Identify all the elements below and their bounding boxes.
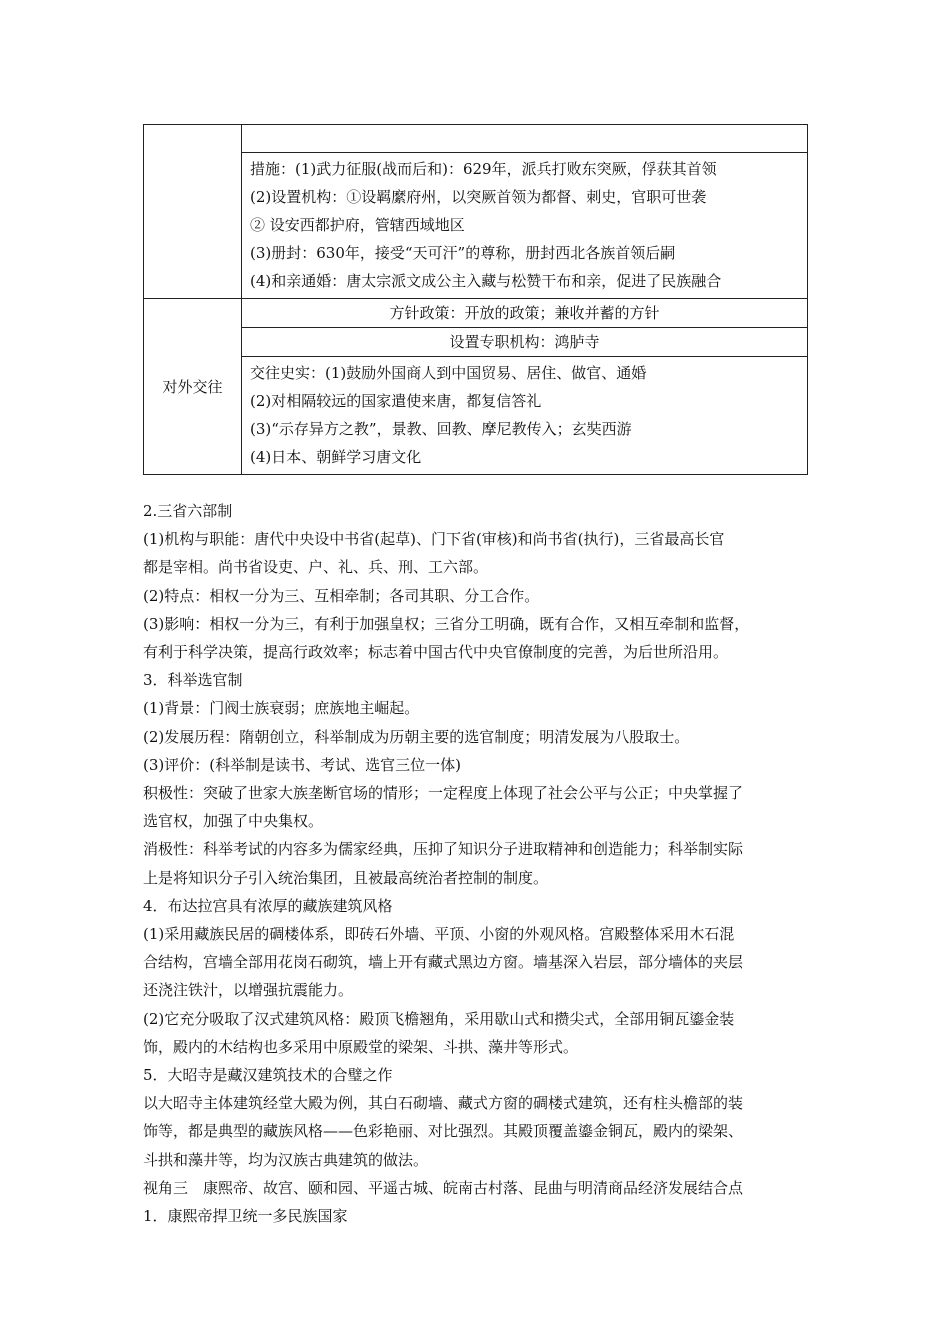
agency-cell: 设置专职机构：鸿胪寺 <box>242 328 808 357</box>
measures-line: ② 设安西都护府，管辖西域地区 <box>250 216 465 234</box>
paragraph-line: 饰，殿内的木结构也多采用中原殿堂的梁架、斗拱、藻井等形式。 <box>143 1037 579 1056</box>
section-heading: 2.三省六部制 <box>143 502 233 520</box>
table-row <box>144 153 808 299</box>
paragraph-line: (2)它充分吸取了汉式建筑风格：殿顶飞檐翘角，采用歇山式和攒尖式，全部用铜瓦鎏金装 <box>143 1009 735 1028</box>
paragraph-line: (3)评价：(科举制是读书、考试、选官三位一体) <box>143 755 461 774</box>
exchanges-cell <box>242 357 808 475</box>
paragraph-line: 选官权，加强了中央集权。 <box>143 812 324 831</box>
measures-line: 措施：(1)武力征服(战而后和)：629年，派兵打败东突厥，俘获其首领 <box>250 160 717 178</box>
paragraph-line: 有利于科学决策，提高行政效率；标志着中国古代中央官僚制度的完善，为后世所沿用。 <box>143 643 729 662</box>
paragraph-line: (1)采用藏族民居的碉楼体系，即砖石外墙、平顶、小窗的外观风格。宫殿整体采用木石混 <box>143 925 735 944</box>
paragraph-line: 上是将知识分子引入统治集团，且被最高统治者控制的制度。 <box>143 868 549 887</box>
section-heading: 3．科举选官制 <box>143 671 243 690</box>
section-heading: 1．康熙帝捍卫统一多民族国家 <box>143 1207 348 1226</box>
exchanges-line: (4)日本、朝鲜学习唐文化 <box>250 448 422 466</box>
exchanges-line: (3)“示存异方之教”，景教、回教、摩尼教传入；玄奘西游 <box>250 420 632 438</box>
summary-table <box>143 124 808 475</box>
measures-line: (4)和亲通婚：唐太宗派文成公主入藏与松赞干布和亲，促进了民族融合 <box>250 272 722 290</box>
section-heading: 4．布达拉宫具有浓厚的藏族建筑风格 <box>143 896 393 915</box>
document-page <box>143 124 808 1230</box>
body-text <box>143 497 823 1230</box>
paragraph-line: 合结构，宫墙全部用花岗石砌筑，墙上开有藏式黑边方窗。墙基深入岩层，部分墙体的夹层 <box>143 953 744 972</box>
section-heading: 5．大昭寺是藏汉建筑技术的合璧之作 <box>143 1066 393 1085</box>
paragraph-line: 以大昭寺主体建筑经堂大殿为例，其白石砌墙、藏式方窗的碉楼式建筑，还有柱头檐部的装 <box>143 1094 744 1113</box>
measures-cell <box>242 153 808 299</box>
table-row <box>144 299 808 328</box>
row-category-cell <box>144 125 242 299</box>
paragraph-line: 斗拱和藻井等，均为汉族古典建筑的做法。 <box>143 1150 429 1169</box>
paragraph-line: 还浇注铁汁，以增强抗震能力。 <box>143 981 354 1000</box>
blank-header-cell <box>242 125 808 153</box>
foreign-relations-label: 对外交往 <box>144 299 242 475</box>
policy-cell: 方针政策：开放的政策；兼收并蓄的方针 <box>242 299 808 328</box>
exchanges-line: (2)对相隔较远的国家遣使来唐，都复信答礼 <box>250 392 542 410</box>
paragraph-line: 饰等，都是典型的藏族风格——色彩艳丽、对比强烈。其殿顶覆盖鎏金铜瓦，殿内的梁架、 <box>143 1122 744 1141</box>
paragraph-line: (3)影响：相权一分为三，有利于加强皇权；三省分工明确，既有合作，又相互牵制和监督， <box>143 614 750 633</box>
paragraph-line: (2)特点：相权一分为三、互相牵制；各司其职、分工合作。 <box>143 586 540 605</box>
paragraph-line: 都是宰相。尚书省设吏、户、礼、兵、刑、工六部。 <box>143 558 489 577</box>
paragraph-line: (2)发展历程：隋朝创立，科举制成为历朝主要的选官制度；明清发展为八股取士。 <box>143 727 690 746</box>
table-row <box>144 328 808 357</box>
paragraph-line: 积极性：突破了世家大族垄断官场的情形；一定程度上体现了社会公平与公正；中央掌握了 <box>143 784 744 803</box>
exchanges-line: 交往史实：(1)鼓励外国商人到中国贸易、居住、做官、通婚 <box>250 364 647 382</box>
table-row <box>144 125 808 153</box>
measures-line: (3)册封：630年，接受“天可汗”的尊称，册封西北各族首领后嗣 <box>250 244 676 262</box>
paragraph-line: (1)背景：门阀士族衰弱；庶族地主崛起。 <box>143 699 420 718</box>
table-row <box>144 357 808 475</box>
paragraph-line: (1)机构与职能：唐代中央设中书省(起草)、门下省(审核)和尚书省(执行)，三省最高长官 <box>143 530 725 549</box>
paragraph-line: 消极性：科举考试的内容多为儒家经典，压抑了知识分子进取精神和创造能力；科举制实际 <box>143 840 744 859</box>
section-heading: 视角三 康熙帝、故宫、颐和园、平遥古城、皖南古村落、昆曲与明清商品经济发展结合点 <box>143 1178 744 1197</box>
measures-line: (2)设置机构：①设羁縻府州，以突厥首领为都督、刺史，官职可世袭 <box>250 188 707 206</box>
